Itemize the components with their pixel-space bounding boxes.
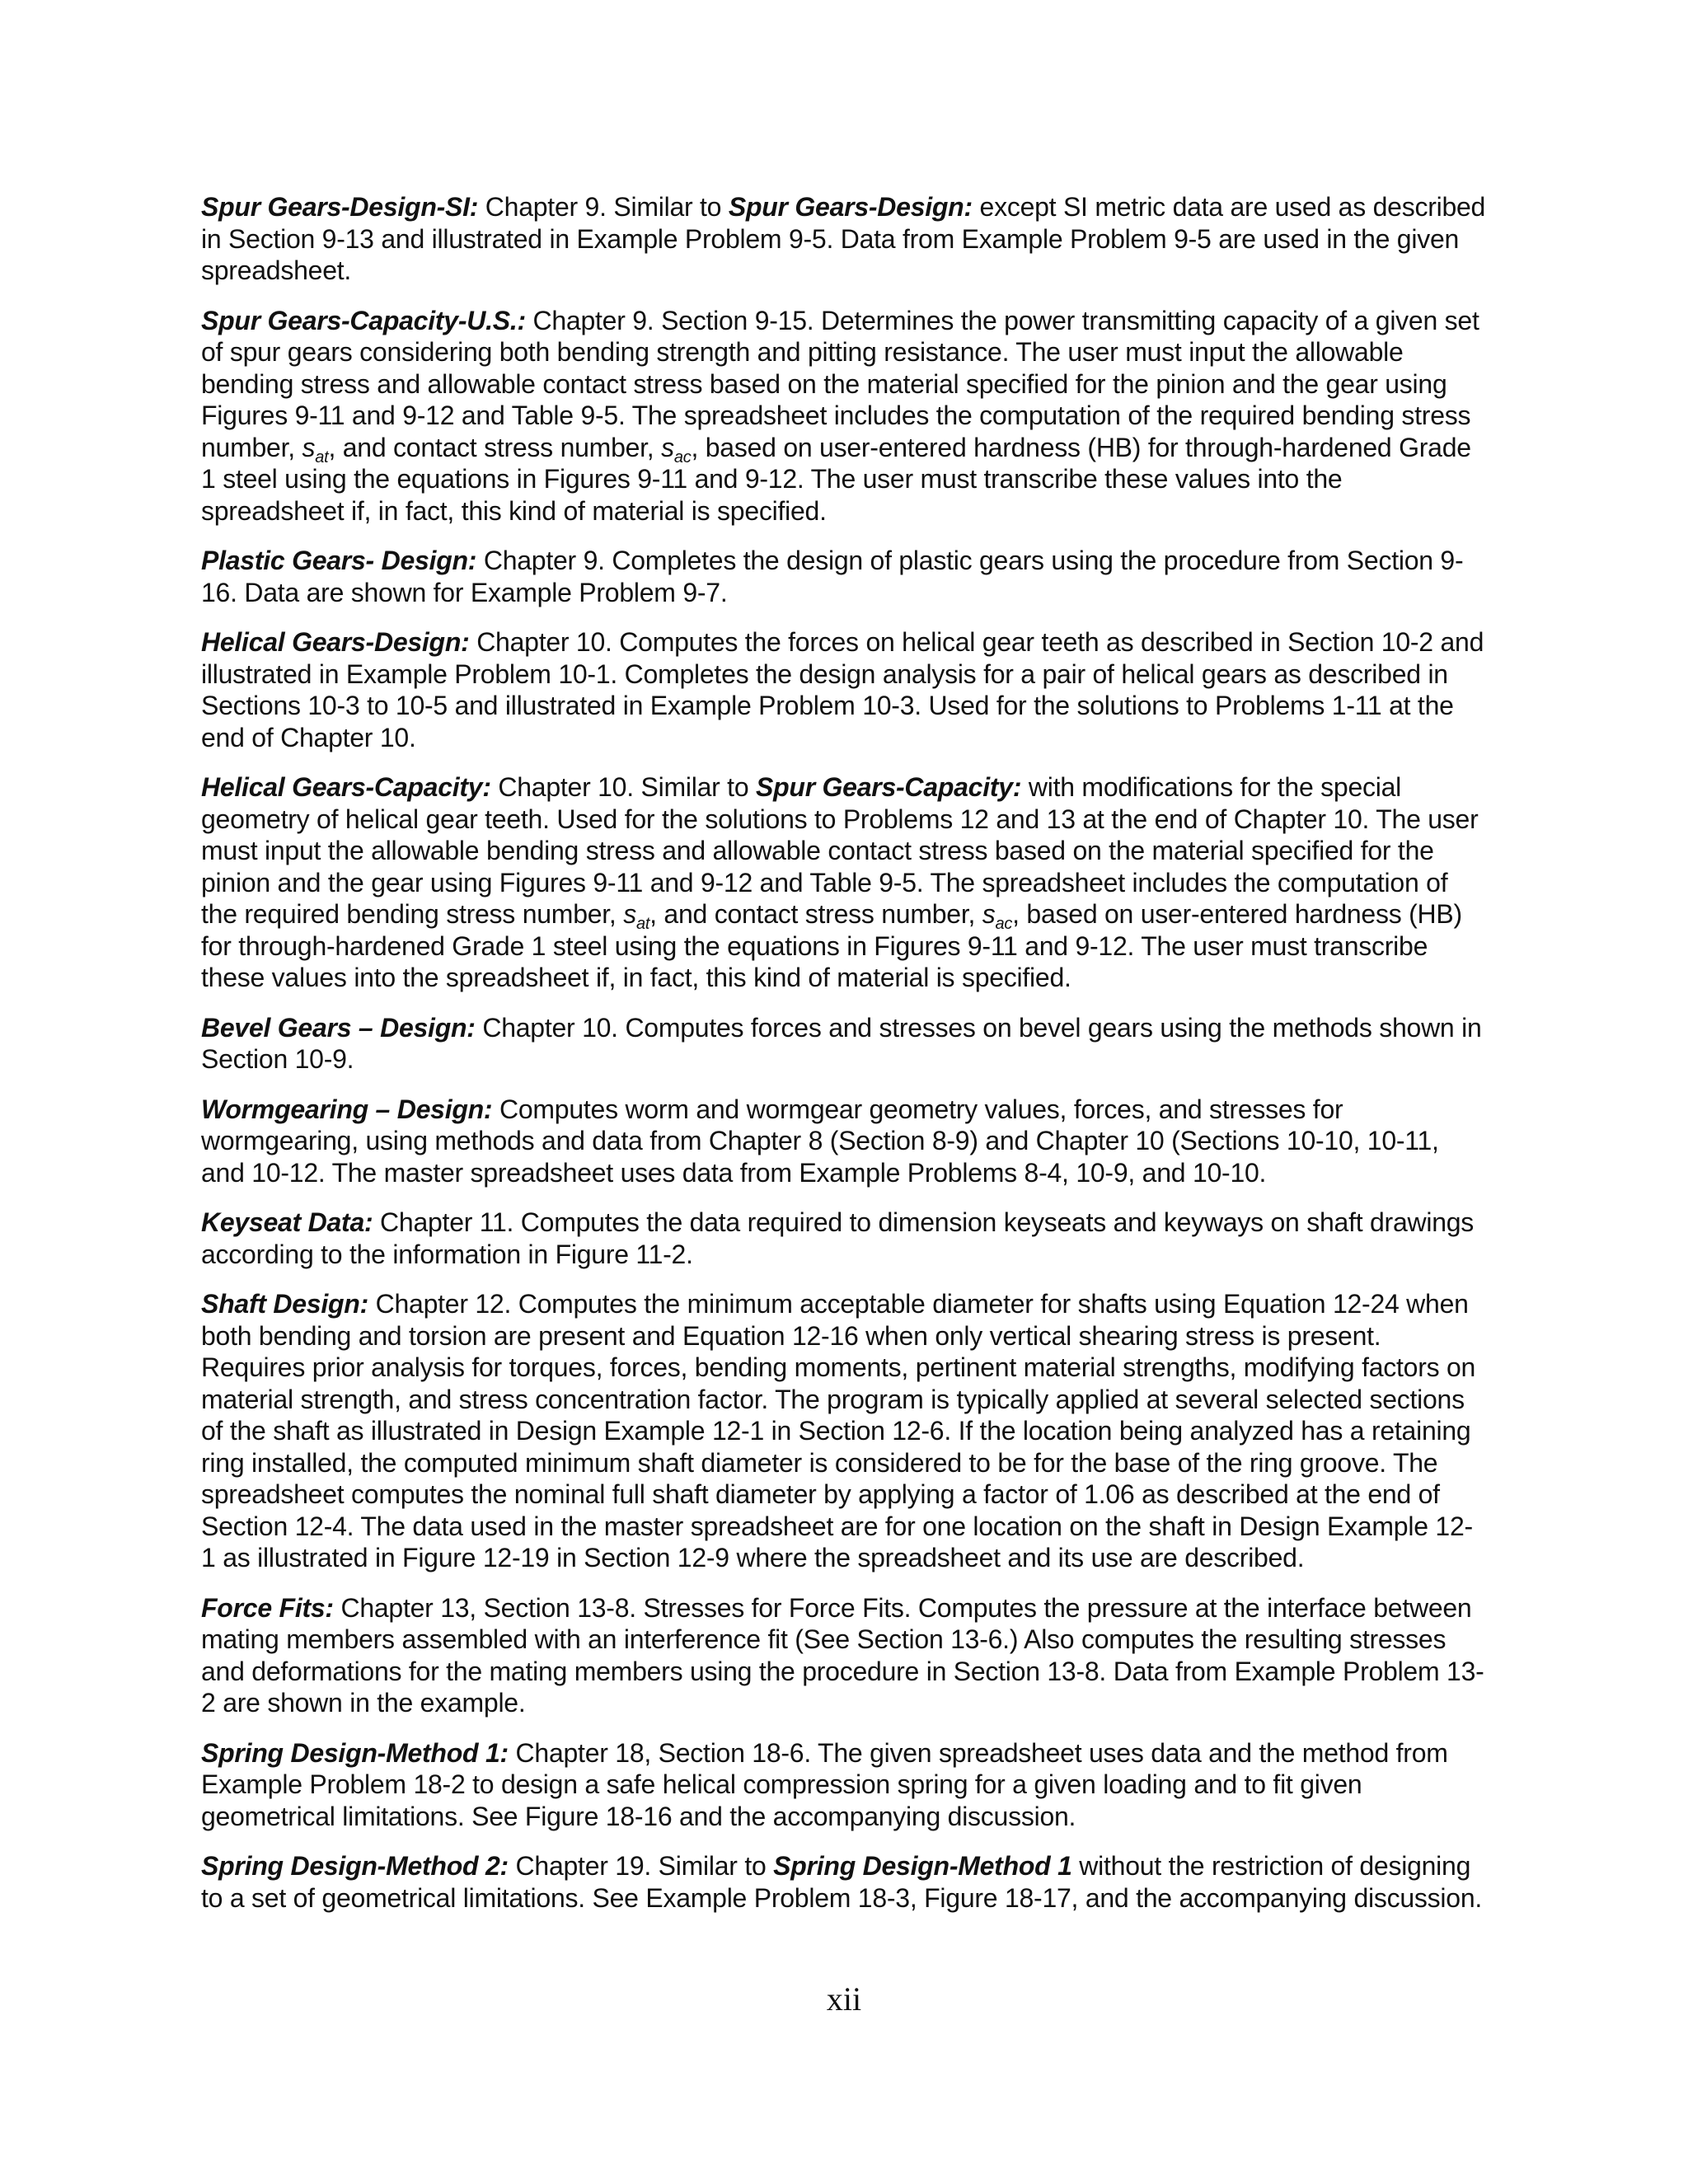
variable-subscript: at [635,915,650,933]
entry-text: except SI metric data are used as described in Section 9-13 and illustrated in Example Problem 9-5. Data from Example Problem 9-5 are used in the given spreadsheet. [201,192,1486,285]
entry-term: Spur Gears-Design-SI: [201,192,479,222]
entry-bevel-gears-design [201,1012,1487,1076]
entry-plastic-gears-design [201,545,1487,608]
entry-term: Helical Gears-Design: [201,627,470,657]
entry-spring-design-method-2 [201,1850,1487,1914]
entry-reference-term: Spring Design-Method 1 [773,1851,1072,1881]
entry-term: Spring Design-Method 2: [201,1851,509,1881]
variable-symbol: s [623,899,636,929]
variable-symbol: s [302,432,316,462]
entry-spur-gears-capacity-us [201,305,1487,527]
entry-term: Helical Gears-Capacity: [201,772,491,802]
entry-keyseat-data [201,1207,1487,1270]
entry-term: Spring Design-Method 1: [201,1737,509,1768]
entry-text: Computes worm and wormgear geometry values, forces, and stresses for wormgearing, using methods and data from Chapter 8 (Section 8-9) and Chapter 10 (Sections 10-10, 10-11, and 10-12. The master spreadsheet uses data from Example Problems 8-4, 10-9, and 10-10. [201,1094,1439,1188]
entry-text: Chapter 10. Computes the forces on helical gear teeth as described in Section 10-2 and illustrated in Example Problem 10-1. Completes the design analysis for a pair of helical gears as described in Sections 10-3 to 10-5 and illustrated in Example Problem 10-3. Used for the solutions to Problems 1-11 at the end of Chapter 10. [201,627,1484,752]
variable-subscript: ac [673,448,692,466]
entry-text: , and contact stress number, [649,899,982,929]
entry-helical-gears-design [201,626,1487,753]
variable-subscript: at [315,448,329,466]
variable-symbol: s [661,432,674,462]
page-number: xii [826,1980,862,2018]
entry-text: without the restriction of designing to a set of geometrical limitations. See Example Problem 18-3, Figure 18-17, and the accompanying discussion. [201,1851,1483,1913]
entry-shaft-design [201,1288,1487,1574]
document-body [201,191,1487,1932]
entry-text: Chapter 9. Completes the design of plastic gears using the procedure from Section 9-16. Data are shown for Example Problem 9-7. [201,546,1464,607]
entry-text: Chapter 18, Section 18-6. The given spreadsheet uses data and the method from Example Problem 18-2 to design a safe helical compression spring for a given loading and to fit given geometrical limitations. See Figure 18-16 and the accompanying discussion. [201,1737,1448,1831]
entry-text: , based on user-entered hardness (HB) for through-hardened Grade 1 steel using the equations in Figures 9-11 and 9-12. The user must transcribe these values into the spreadsheet if, in fact, this kind of material is specified. [201,899,1462,992]
entry-term: Keyseat Data: [201,1207,373,1237]
entry-wormgearing-design [201,1094,1487,1189]
entry-spur-gears-design-si [201,191,1487,287]
entry-term: Bevel Gears – Design: [201,1012,476,1043]
entry-term: Wormgearing – Design: [201,1094,493,1124]
entry-term: Plastic Gears- Design: [201,546,477,575]
entry-term: Shaft Design: [201,1289,368,1319]
entry-text: Chapter 12. Computes the minimum acceptable diameter for shafts using Equation 12-24 when both bending and torsion are present and Equation 12-16 when only vertical shearing stress is present. Requires prior analysis for torques, forces, bending moments, pertinent material strengths, modifying factors on material strength, and stress concentration factor. The program is typically applied at several selected sections of the shaft as illustrated in Design Example 12-1 in Section 12-6. If the location being analyzed has a retaining ring installed, the computed minimum shaft diameter is considered to be for the base of the ring groove. The spreadsheet computes the nominal full shaft diameter by applying a factor of 1.06 as described at the end of Section 12-4. The data used in the master spreadsheet are for one location on the shaft in Design Example 12-1 as illustrated in Figure 12-19 in Section 12-9 where the spreadsheet and its use are described. [201,1289,1476,1572]
entry-text: Chapter 10. Similar to [490,772,756,802]
entry-text: , based on user-entered hardness (HB) for through-hardened Grade 1 steel using the equations in Figures 9-11 and 9-12. The user must transcribe these values into the spreadsheet if, in fact, this kind of material is specified. [201,432,1471,526]
entry-helical-gears-capacity [201,771,1487,994]
variable-subscript: ac [995,915,1013,933]
entry-text: Chapter 10. Computes forces and stresses on bevel gears using the methods shown in Section 10-9. [201,1012,1482,1074]
entry-text: Chapter 9. Similar to [478,192,729,222]
variable-symbol: s [982,899,996,929]
entry-text: Chapter 9. Section 9-15. Determines the power transmitting capacity of a given set of spur gears considering both bending strength and pitting resistance. The user must input the allowable bending stress and allowable contact stress based on the material specified for the pinion and the gear using Figures 9-11 and 9-12 and Table 9-5. The spreadsheet includes the computation of the required bending stress number, [201,305,1479,462]
entry-term: Spur Gears-Capacity-U.S.: [201,305,526,335]
entry-term: Force Fits: [201,1592,334,1623]
entry-text: Chapter 11. Computes the data required to dimension keyseats and keyways on shaft drawings according to the information in Figure 11-2. [201,1207,1475,1269]
entry-text: Chapter 19. Similar to [508,1851,774,1881]
entry-reference-term: Spur Gears-Design: [728,192,973,222]
entry-text: , and contact stress number, [328,432,662,462]
entry-text: Chapter 13, Section 13-8. Stresses for Force Fits. Computes the pressure at the interface between mating members assembled with an interference fit (See Section 13-6.) Also computes the resulting stresses and deformations for the mating members using the procedure in Section 13-8. Data from Example Problem 13-2 are shown in the example. [201,1592,1484,1718]
entry-text: with modifications for the special geometry of helical gear teeth. Used for the solutions to Problems 12 and 13 at the end of Chapter 10. The user must input the allowable bending stress and allowable contact stress based on the material specified for the pinion and the gear using Figures 9-11 and 9-12 and Table 9-5. The spreadsheet includes the computation of the required bending stress number, [201,772,1479,929]
entry-force-fits [201,1592,1487,1719]
entry-reference-term: Spur Gears-Capacity: [756,772,1022,802]
entry-spring-design-method-1 [201,1737,1487,1833]
